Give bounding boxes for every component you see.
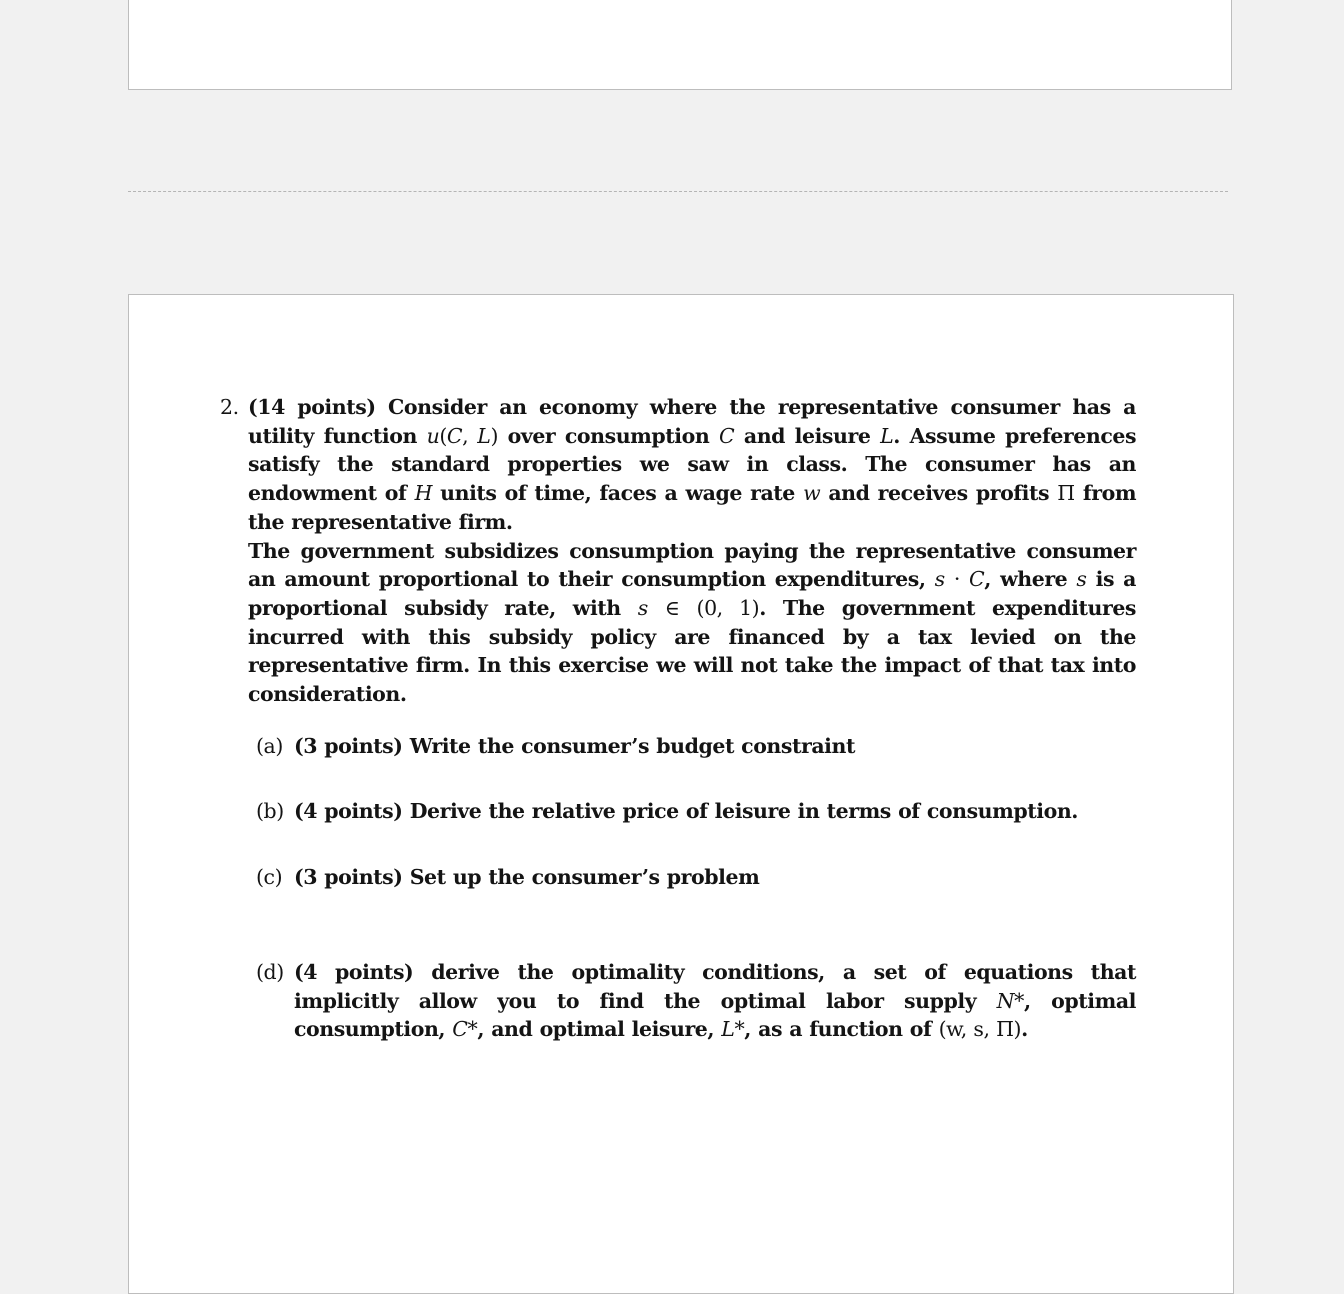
part-d-text-4: , as a function of [744, 1017, 932, 1042]
part-c [220, 863, 1136, 892]
intro-text-7: from the representative firm. [248, 481, 1137, 534]
intro-text-1: Consider an economy where the representative consumer has a utility function [248, 395, 1137, 448]
previous-page [128, 0, 1232, 90]
intro-text-2: over consumption [507, 423, 710, 448]
question-intro [248, 393, 1136, 537]
part-c-text: Set up the consumer’s problem [409, 865, 760, 890]
question-2 [220, 393, 1136, 709]
math-s-2: s [1076, 567, 1087, 592]
gov-text-1: The government subsidizes consumption paying the representative consumer an amount proportional to their consumption expenditures, [248, 538, 1136, 592]
math-L-2: L [880, 423, 894, 448]
part-b [220, 797, 1136, 826]
intro-text-3: and leisure [743, 423, 871, 448]
gov-text-3: is a proportional subsidy rate, with [248, 567, 1136, 620]
question-government [248, 537, 1136, 709]
part-d-points: (4 points) [294, 959, 414, 984]
math-paren-open: ( [439, 423, 447, 448]
math-args: (w, s, Π) [938, 1017, 1022, 1042]
question-points: (14 points) [248, 395, 376, 419]
question-content [220, 393, 1136, 1044]
math-interval: (0, 1) [696, 595, 760, 620]
part-b-points: (4 points) [294, 799, 403, 824]
part-d-text-5: . [1021, 1017, 1028, 1042]
math-s-3: s [637, 595, 648, 620]
part-c-points: (3 points) [294, 865, 403, 890]
intro-text-6: and receives profits [828, 481, 1050, 506]
part-c-label: (c) [256, 865, 283, 890]
part-d-label: (d) [256, 959, 284, 984]
math-comma: , [462, 423, 478, 448]
math-C-star: C* [452, 1017, 478, 1042]
part-d-text-2: , optimal consumption, [294, 988, 1137, 1042]
math-u: u [426, 423, 440, 448]
math-Pi: Π [1057, 481, 1075, 506]
intro-text-4: . Assume preferences satisfy the standard properties we saw in class. The consumer has an endowment of [248, 423, 1137, 506]
math-L: L [477, 423, 491, 448]
math-N-star: N* [996, 988, 1024, 1013]
math-C-3: C [969, 567, 985, 592]
part-a [220, 732, 1136, 761]
page-break-divider [128, 191, 1228, 192]
intro-text-5: units of time, faces a wage rate [440, 481, 795, 506]
part-d-text-3: , and optimal leisure, [477, 1017, 715, 1042]
question-number: 2. [220, 395, 239, 419]
math-paren-close: ) [490, 423, 498, 448]
gov-text-2: , where [984, 567, 1068, 592]
math-s: s [934, 567, 945, 592]
math-C-2: C [718, 423, 735, 448]
math-L-star: L* [721, 1017, 745, 1042]
math-C: C [446, 423, 463, 448]
part-a-points: (3 points) [294, 733, 403, 758]
part-d-text-1: derive the optimality conditions, a set of equations that implicitly allow you to find the optimal labor supply [294, 959, 1137, 1013]
part-b-text: Derive the relative price of leisure in terms of consumption. [409, 799, 1078, 824]
math-w: w [803, 481, 821, 506]
math-cdot: · [953, 567, 960, 592]
part-a-label: (a) [256, 733, 283, 758]
math-H: H [414, 481, 432, 506]
gov-text-4: . The government expenditures incurred with this subsidy policy are financed by a tax levied on the representative firm. In this exercise we will not take the impact of that tax into consideration. [248, 595, 1137, 707]
math-in: ∈ [664, 595, 680, 620]
part-a-text: Write the consumer’s budget constraint [409, 733, 855, 758]
part-d [220, 958, 1136, 1044]
part-b-label: (b) [256, 799, 284, 824]
